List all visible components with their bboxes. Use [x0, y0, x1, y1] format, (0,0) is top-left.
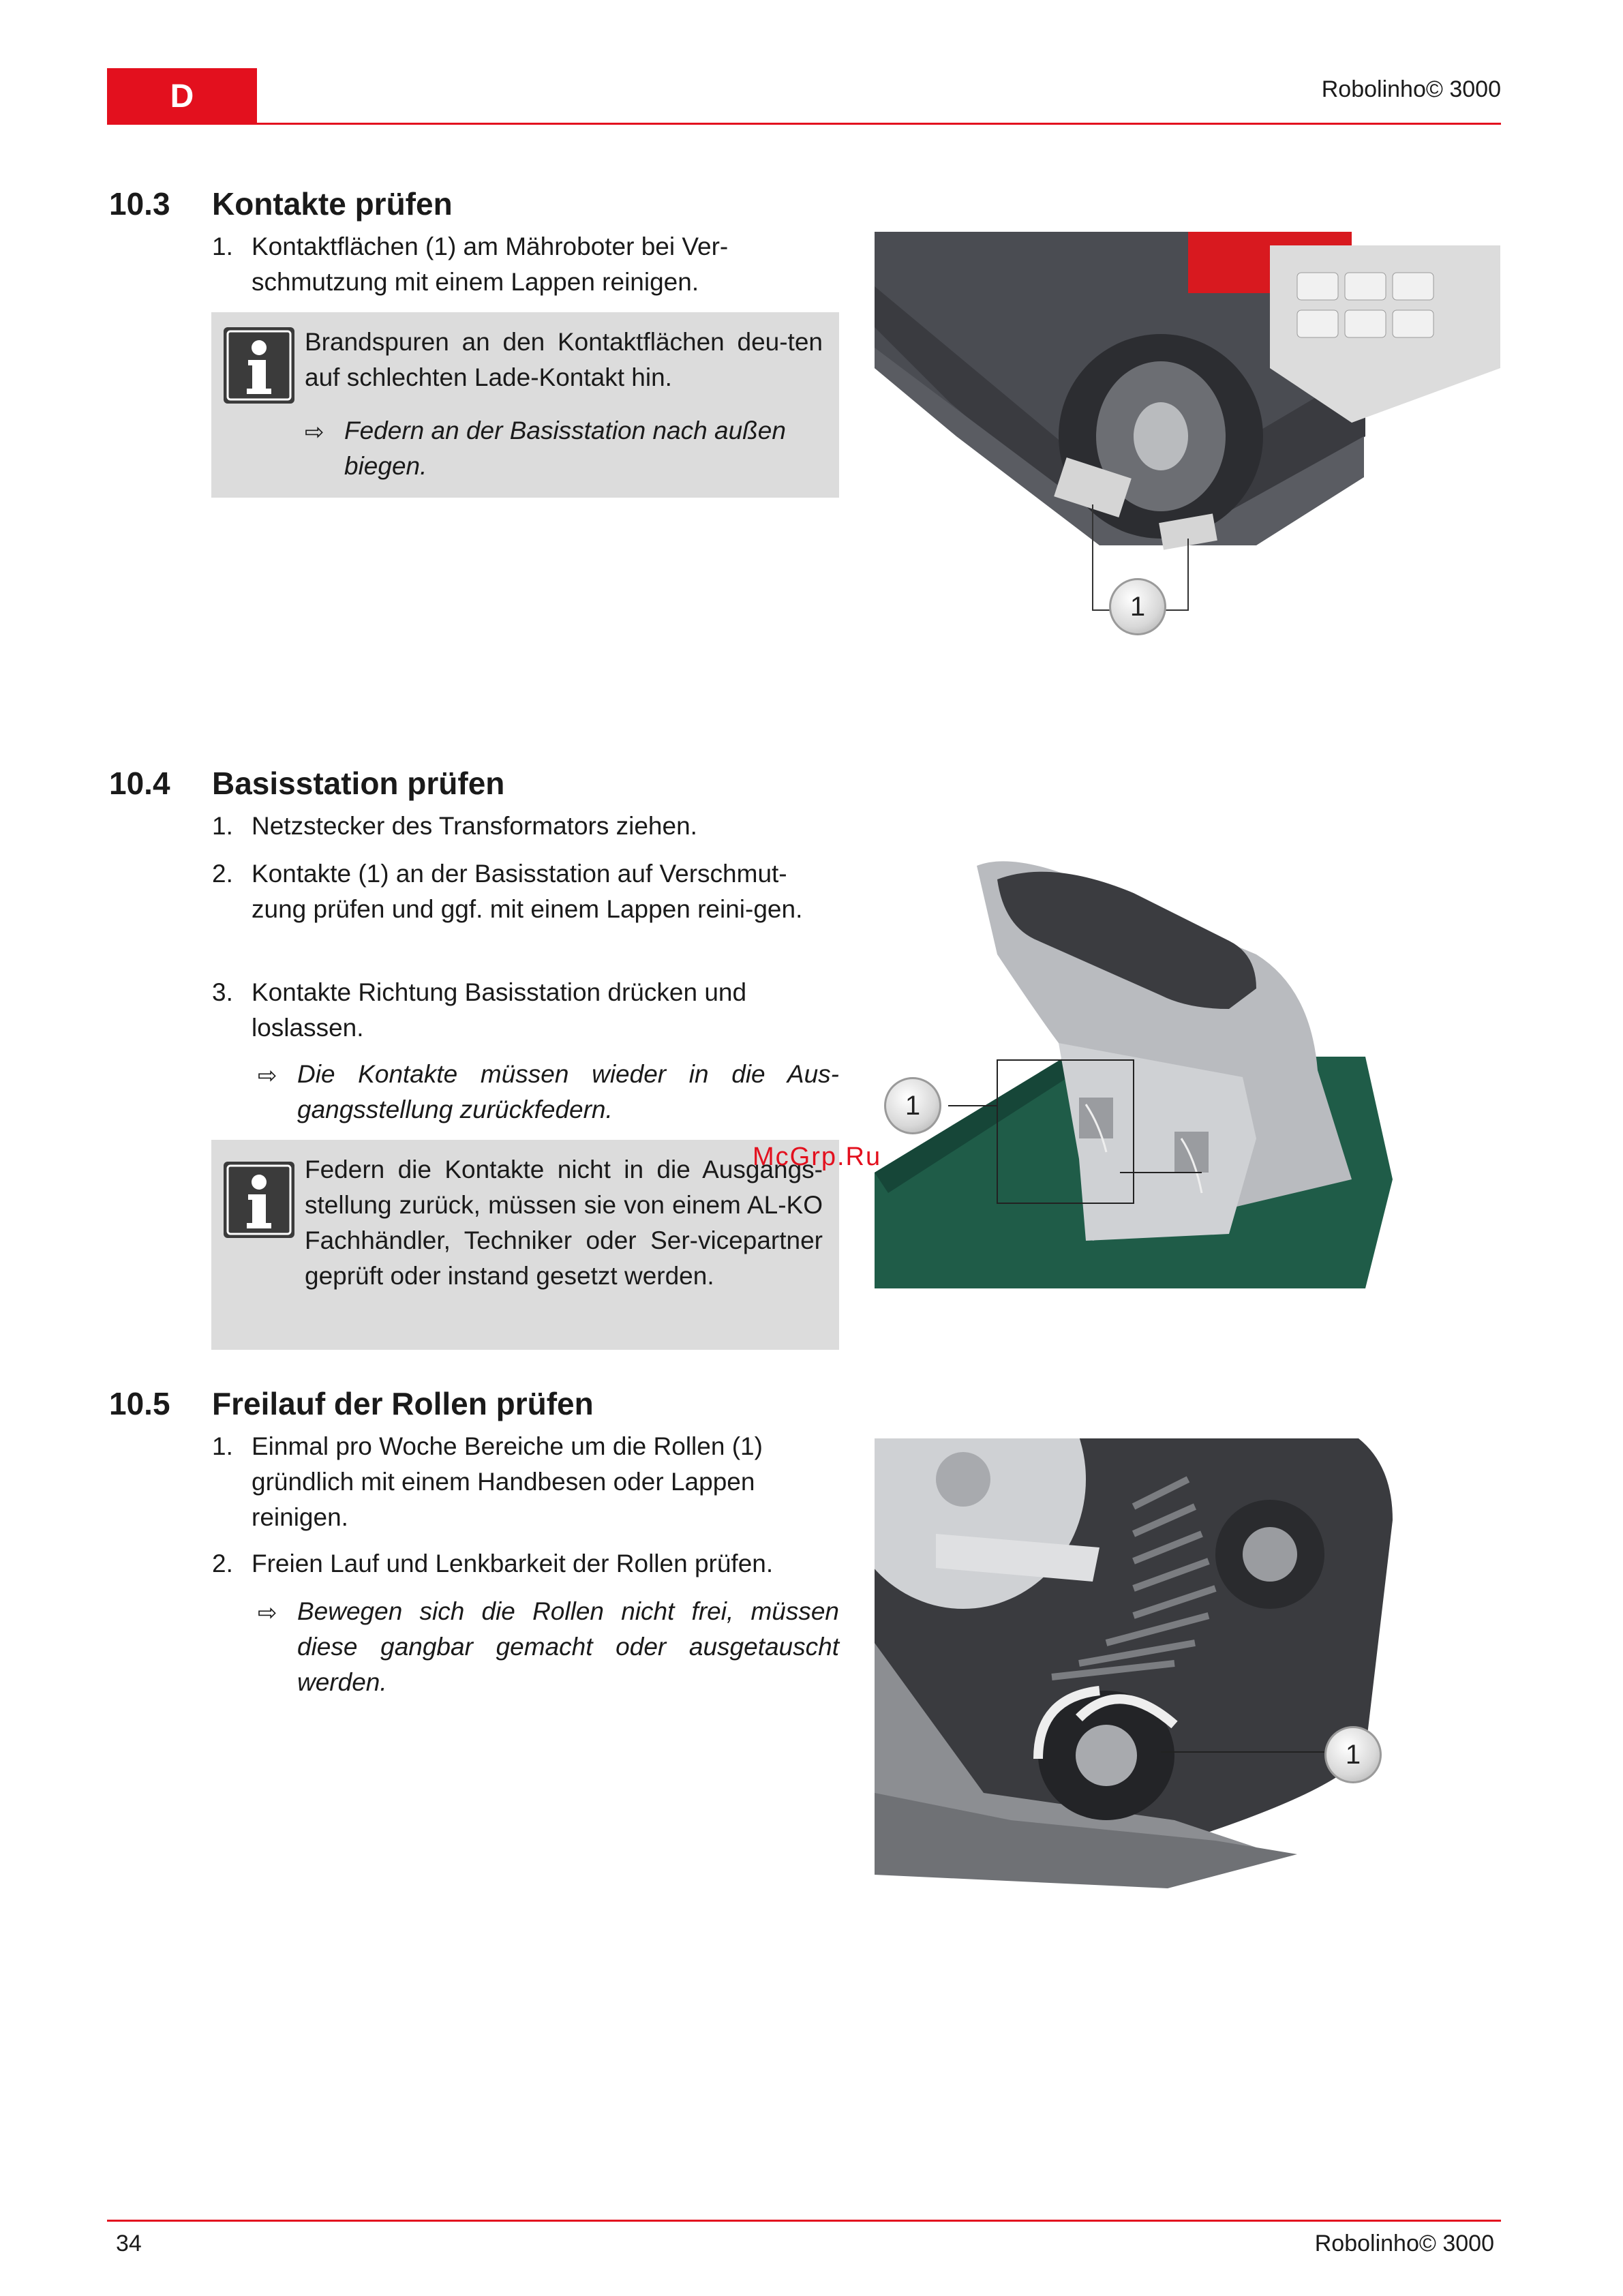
info-box-10-3	[211, 312, 839, 498]
watermark: McGrp.Ru	[753, 1143, 882, 1171]
result-10-5	[258, 1594, 839, 1700]
header-product-name: Robolinho© 3000	[1321, 76, 1501, 102]
step-number: 2.	[212, 1550, 233, 1577]
photo-base-station-contacts	[875, 852, 1500, 1288]
callout-label: 1	[884, 1077, 941, 1134]
step-text: Kontaktflächen (1) am Mähroboter bei Ver-schmutzung mit einem Lappen reinigen.	[252, 232, 729, 296]
result-10-4	[258, 1057, 839, 1128]
photo-mower-rollers	[875, 1438, 1500, 1909]
step-number: 1.	[212, 1432, 233, 1460]
info-text: Brandspuren an den Kontaktflächen deu-ten auf schlechten Lade-Kontakt hin.	[305, 328, 823, 391]
callout-label: 1	[1324, 1726, 1382, 1783]
section-title-10-4: Basisstation prüfen	[212, 766, 505, 801]
footer-product-name: Robolinho© 3000	[1314, 2231, 1494, 2256]
result-text: Die Kontakte müssen wieder in die Aus-gangsstellung zurückfedern.	[297, 1060, 839, 1123]
section-number-10-3: 10.3	[109, 186, 170, 222]
info-box-10-4	[211, 1140, 839, 1350]
step-text: Netzstecker des Transformators ziehen.	[252, 812, 697, 840]
info-icon	[224, 327, 294, 404]
step-10-4-2	[212, 856, 839, 927]
step-number: 3.	[212, 978, 233, 1006]
step-number: 1.	[212, 812, 233, 840]
result-arrow-icon: ⇨	[305, 419, 324, 445]
step-number: 2.	[212, 860, 233, 888]
step-10-3-1	[212, 229, 839, 300]
result-text: Bewegen sich die Rollen nicht frei, müssen diese gangbar gemacht oder ausgetauscht werden.	[297, 1597, 839, 1696]
step-text: Kontakte Richtung Basisstation drücken und loslassen.	[252, 978, 747, 1042]
section-number-10-5: 10.5	[109, 1386, 170, 1421]
step-10-4-1	[212, 809, 839, 844]
step-10-5-1	[212, 1429, 839, 1535]
step-number: 1.	[212, 232, 233, 260]
result-arrow-icon: ⇨	[258, 1063, 277, 1089]
step-text: Freien Lauf und Lenkbarkeit der Rollen prüfen.	[252, 1550, 774, 1577]
step-10-4-3	[212, 975, 839, 1046]
header-divider	[107, 123, 1501, 125]
step-text: Kontakte (1) an der Basisstation auf Verschmut-zung prüfen und ggf. mit einem Lappen reini-gen.	[252, 860, 803, 923]
photo-mower-contacts	[875, 232, 1500, 668]
language-tab: D	[107, 68, 257, 124]
result-arrow-icon: ⇨	[258, 1600, 277, 1626]
section-title-10-3: Kontakte prüfen	[212, 186, 453, 222]
info-text: Federn die Kontakte nicht in die Ausgangs-stellung zurück, müssen sie von einem AL-KO Fachhändler, Techniker oder Ser-vicepartner geprüft oder instand gesetzt werden.	[305, 1155, 823, 1290]
step-text: Einmal pro Woche Bereiche um die Rollen (1) gründlich mit einem Handbesen oder Lappen reinigen.	[252, 1432, 763, 1531]
info-result-text: Federn an der Basisstation nach außen biegen.	[344, 417, 786, 480]
info-icon	[224, 1162, 294, 1238]
page-number: 34	[116, 2231, 142, 2256]
info-result	[305, 413, 823, 484]
step-10-5-2	[212, 1546, 839, 1582]
section-number-10-4: 10.4	[109, 766, 170, 801]
callout-label: 1	[1109, 578, 1166, 635]
footer-divider	[107, 2220, 1501, 2222]
section-title-10-5: Freilauf der Rollen prüfen	[212, 1386, 594, 1421]
